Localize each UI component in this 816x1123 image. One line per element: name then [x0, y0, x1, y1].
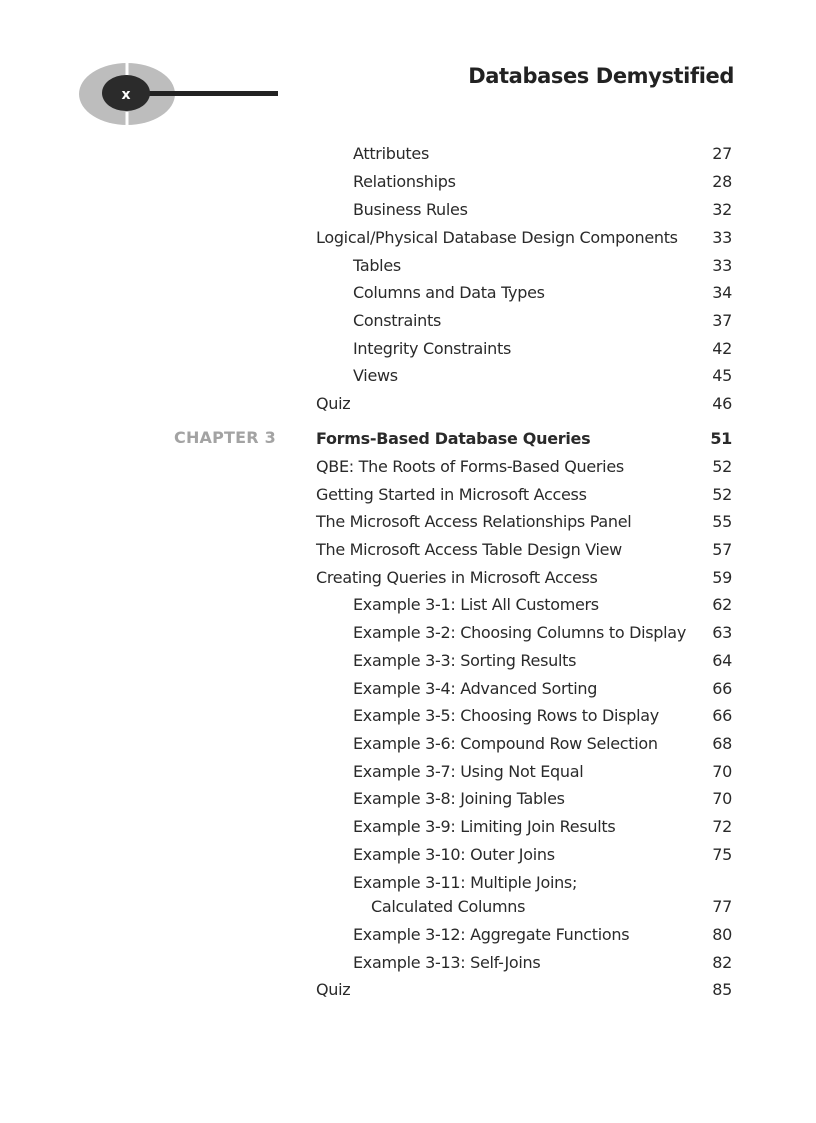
toc-entry [316, 457, 732, 477]
toc-entry-title: Creating Queries in Microsoft Access [316, 568, 598, 587]
toc-entry-title: Example 3-5: Choosing Rows to Display [353, 706, 659, 725]
toc-entry-page: 70 [712, 789, 732, 808]
toc-entry [316, 512, 732, 532]
toc-entry-page: 82 [712, 953, 732, 972]
toc-entry-title: The Microsoft Access Relationships Panel [316, 512, 632, 531]
toc-entry-page: 63 [712, 623, 732, 642]
toc-entry-title: Example 3-8: Joining Tables [353, 789, 565, 808]
toc-entry-page: 85 [712, 980, 732, 999]
toc-entry-title: Integrity Constraints [353, 339, 511, 358]
page-number: x [121, 87, 131, 103]
toc-entry-page: 59 [712, 568, 732, 587]
toc-entry-page: 80 [712, 925, 732, 944]
toc-entry-title: Example 3-9: Limiting Join Results [353, 817, 616, 836]
toc-entry-page: 52 [712, 457, 732, 476]
page-number-badge [78, 62, 280, 126]
toc-entry-title: Example 3-13: Self-Joins [353, 953, 541, 972]
toc-entry-page: 33 [712, 228, 732, 247]
toc-entry-title: Constraints [353, 311, 441, 330]
toc-entry-page: 34 [712, 283, 732, 302]
toc-entry [353, 366, 732, 386]
toc-entry [353, 311, 732, 331]
toc-entry-page: 64 [712, 651, 732, 670]
toc-entry-page: 55 [712, 512, 732, 531]
toc-entry [353, 623, 732, 643]
toc-entry-title: Tables [353, 256, 401, 275]
toc-entry [353, 200, 732, 220]
toc-entry [353, 651, 732, 671]
toc-entry-title: Example 3-7: Using Not Equal [353, 762, 584, 781]
toc-entry-page: 70 [712, 762, 732, 781]
toc-entry-title: Relationships [353, 172, 456, 191]
toc-entry [353, 256, 732, 276]
toc-entry-title: QBE: The Roots of Forms-Based Queries [316, 457, 624, 476]
toc-entry-title: Example 3-6: Compound Row Selection [353, 734, 658, 753]
toc-entry-page: 46 [712, 394, 732, 413]
badge-bar [148, 91, 278, 96]
toc-entry-page: 57 [712, 540, 732, 559]
toc-entry-title: Example 3-1: List All Customers [353, 595, 599, 614]
toc-entry-page: 75 [712, 845, 732, 864]
chapter-title: Forms-Based Database Queries [316, 429, 591, 448]
toc-entry-page: 45 [712, 366, 732, 385]
toc-entry [316, 485, 732, 505]
chapter-page: 51 [710, 429, 732, 448]
toc-entry [353, 762, 732, 782]
toc-entry [353, 953, 732, 973]
toc-entry [353, 845, 732, 865]
toc-entry-page: 77 [712, 897, 732, 916]
toc-entry-title: Example 3-10: Outer Joins [353, 845, 555, 864]
toc-entry-page: 62 [712, 595, 732, 614]
toc-entry-page: 32 [712, 200, 732, 219]
toc-entry [316, 980, 732, 1000]
toc-entry-page: 52 [712, 485, 732, 504]
toc-entry-page: 42 [712, 339, 732, 358]
toc-entry-page: 27 [712, 144, 732, 163]
toc-entry-title: Quiz [316, 394, 351, 413]
toc-entry-title: Attributes [353, 144, 429, 163]
toc-entry-title: Example 3-12: Aggregate Functions [353, 925, 630, 944]
chapter-title-entry [316, 429, 732, 449]
toc-entry-title: Views [353, 366, 398, 385]
toc-entry-page: 68 [712, 734, 732, 753]
toc-entry-page: 66 [712, 706, 732, 725]
toc-entry-title: Quiz [316, 980, 351, 999]
toc-entry [316, 394, 732, 414]
toc-entry [353, 339, 732, 359]
toc-entry-title: The Microsoft Access Table Design View [316, 540, 622, 559]
toc-entry [353, 925, 732, 945]
toc-entry-title: Getting Started in Microsoft Access [316, 485, 587, 504]
toc-entry-page: 72 [712, 817, 732, 836]
toc-entry-title: Example 3-11: Multiple Joins; [353, 873, 578, 892]
toc-entry [353, 789, 732, 809]
toc-entry [316, 228, 732, 248]
toc-entry [316, 568, 732, 588]
toc-entry-title: Columns and Data Types [353, 283, 545, 302]
toc-entry-title: Example 3-3: Sorting Results [353, 651, 577, 670]
toc-entry-title-continued: Calculated Columns [371, 897, 526, 916]
running-title: Databases Demystified [468, 64, 734, 88]
toc-entry-title: Example 3-2: Choosing Columns to Display [353, 623, 686, 642]
toc-entry [353, 144, 732, 164]
toc-entry-multiline [353, 873, 732, 917]
toc-entry-title: Logical/Physical Database Design Components [316, 228, 678, 247]
toc-entry-title: Business Rules [353, 200, 468, 219]
toc-entry [353, 595, 732, 615]
toc-entry [353, 734, 732, 754]
toc-entry [353, 172, 732, 192]
toc-entry [353, 679, 732, 699]
toc-entry-page: 28 [712, 172, 732, 191]
toc-entry-page: 66 [712, 679, 732, 698]
toc-entry [353, 817, 732, 837]
toc-entry [353, 283, 732, 303]
chapter-label: CHAPTER 3 [174, 428, 276, 447]
toc-entry [316, 540, 732, 560]
toc-entry-title: Example 3-4: Advanced Sorting [353, 679, 598, 698]
toc-entry-page: 37 [712, 311, 732, 330]
toc-entry [353, 706, 732, 726]
toc-entry-page: 33 [712, 256, 732, 275]
